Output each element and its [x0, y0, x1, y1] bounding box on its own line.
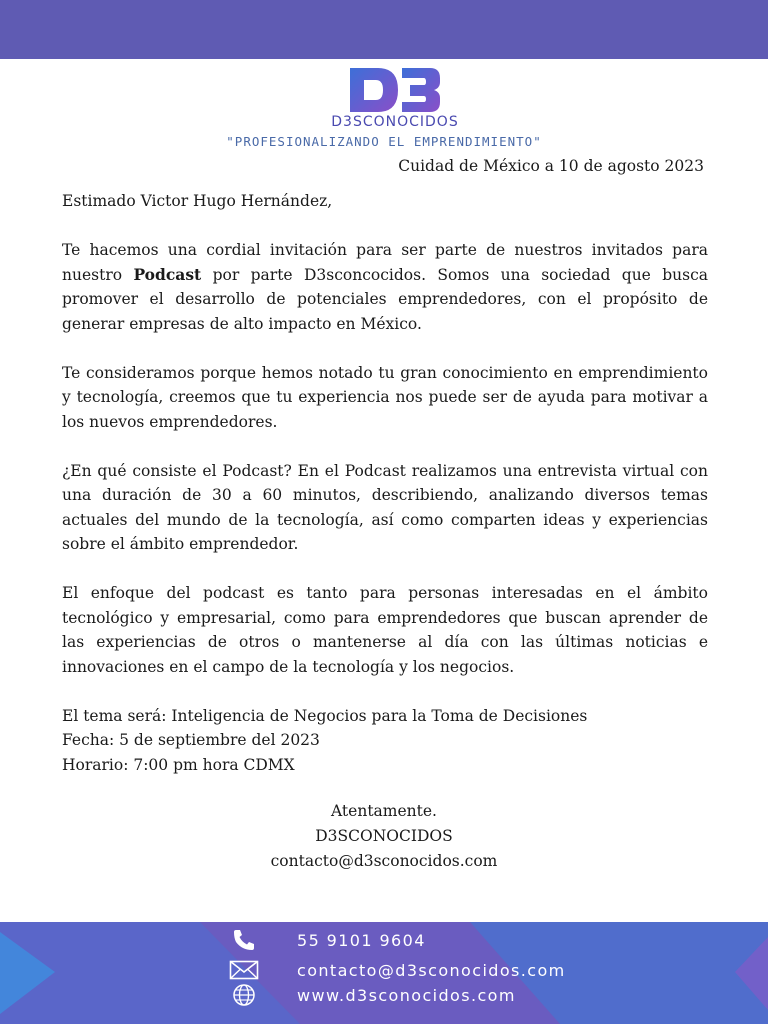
phone-icon	[228, 928, 260, 952]
podcast-emphasis: Podcast	[133, 264, 202, 284]
letter-body	[62, 189, 708, 777]
brand-slogan: "PROFESIONALIZANDO EL EMPRENDIMIENTO"	[226, 134, 542, 149]
footer-contact-band	[0, 922, 768, 1024]
footer-email-row	[228, 958, 566, 982]
logo-wordmark: D3SCONOCIDOS	[331, 114, 459, 130]
globe-icon	[228, 983, 260, 1007]
header-band	[0, 0, 768, 59]
footer-website[interactable]: www.d3sconocidos.com	[297, 985, 516, 1005]
paragraph-podcast-focus: El enfoque del podcast es tanto para personas interesadas en el ámbito tecnológico y empresarial, como para emprendedores que buscan aprender de las experiencias de otros o mantenerse al día con las últimas noticias e innovaciones en el campo de la tecnología y los negocios.	[62, 584, 708, 676]
footer-website-row	[228, 983, 516, 1007]
event-date-line: Fecha: 5 de septiembre del 2023	[62, 731, 320, 749]
logo-mark	[320, 66, 470, 114]
paragraph-invitation-end: por parte D3sconcocidos. Somos una sociedad que busca promover el desarrollo de potenciales emprendedores, con el propósito de generar empresas de alto impacto en México.	[62, 265, 708, 333]
greeting: Estimado Victor Hugo Hernández,	[62, 192, 333, 210]
event-time-line: Horario: 7:00 pm hora CDMX	[62, 755, 295, 774]
signature-name: D3SCONOCIDOS	[315, 827, 453, 845]
closing: Atentamente.	[331, 802, 437, 820]
paragraph-invitation-start: Te hacemos una cordial invitación para ser parte de nuestros invitados para nuestro	[62, 241, 708, 284]
envelope-icon	[228, 958, 260, 982]
letter-date: Cuidad de México a 10 de agosto 2023	[398, 157, 704, 175]
paragraph-podcast-description: ¿En qué consiste el Podcast? En el Podcast realizamos una entrevista virtual con una duración de 30 a 60 minutos, describiendo, analizando diversos temas actuales del mundo de la tecnología, así como comparten ideas y experiencias sobre el ámbito emprendedor.	[62, 461, 708, 553]
brand-logo	[320, 66, 470, 132]
paragraph-invitation	[62, 238, 708, 336]
signature-email: contacto@d3sconocidos.com	[270, 852, 498, 870]
paragraph-reason: Te consideramos porque hemos notado tu gran conocimiento en emprendimiento y tecnología, creemos que tu experiencia nos puede ser de ayuda para motivar a los nuevos emprendedores.	[62, 363, 708, 431]
topic-line: El tema será: Inteligencia de Negocios para la Toma de Decisiones	[62, 706, 588, 725]
footer-email[interactable]: contacto@d3sconocidos.com	[297, 960, 566, 980]
signature-block	[0, 799, 768, 874]
footer-phone: 55 9101 9604	[297, 930, 426, 950]
footer-phone-row	[228, 928, 426, 952]
